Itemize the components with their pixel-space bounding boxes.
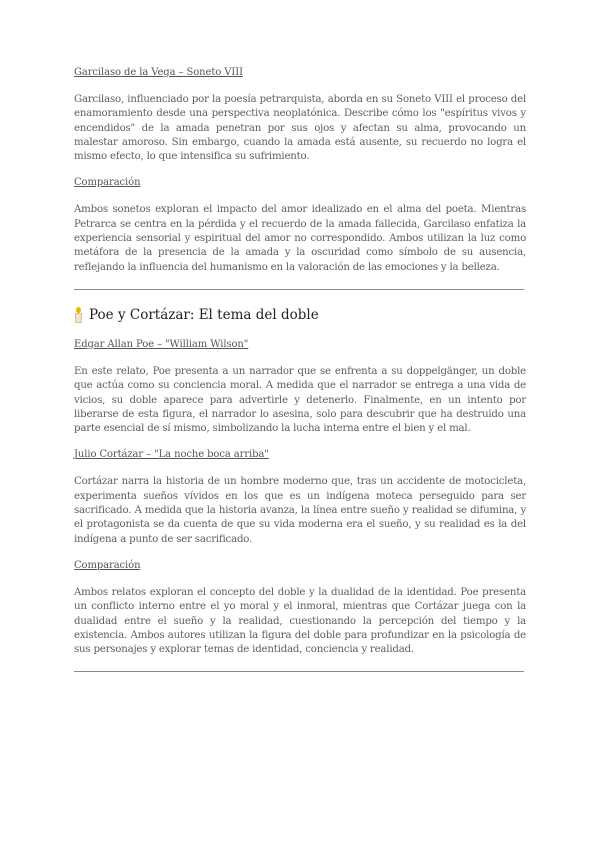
- paragraph-poe: En este relato, Poe presenta a un narrador que se enfrenta a su doppelgänger, un doble que actúa como su conciencia moral. A medida que el narrador se entrega a una vida de vicios, su doble aparece para advertirle y detenerlo. Finalmente, en un intento por liberarse de esta figura, el narrador lo asesina, solo para descubrir que ha destruido una parte esencial de sí mismo, simbolizando la lucha interna entre el bien y el mal.: [74, 365, 526, 435]
- subtitle-poe: Edgar Allan Poe – "William Wilson": [74, 338, 249, 350]
- candle-icon: [74, 307, 83, 323]
- paragraph-cortazar: Cortázar narra la historia de un hombre moderno que, tras un accidente de motocicleta, experimenta sueños vívidos en los que es un indígena moteca perseguido para ser sacrificado. A medida que la historia avanza, la línea entre sueño y realidad se difumina, y el protagonista se da cuenta de que su vida moderna era el sueño, y su realidad es la del indígena a punto de ser sacrificado.: [74, 476, 526, 545]
- divider-2: [74, 671, 524, 672]
- subtitle-cortazar: Julio Cortázar – "La noche boca arriba": [74, 449, 269, 461]
- section-heading-poe-cortazar: [74, 306, 526, 324]
- subtitle-garcilaso: Garcilaso de la Vega – Soneto VIII: [74, 67, 243, 78]
- section-heading-text: Poe y Cortázar: El tema del doble: [89, 306, 319, 323]
- paragraph-comparison-2: Ambos relatos exploran el concepto del doble y la dualidad de la identidad. Poe presenta un conflicto interno entre el yo moral y el inmoral, mientras que Cortázar juega con la dualidad entre el sueño y la realidad, cuestionando la percepción del tiempo y la existencia. Ambos autores utilizan la figura del doble para profundizar en la psicología de sus personajes y explorar temas de identidad, conciencia y realidad.: [74, 586, 526, 656]
- document-page: [74, 66, 526, 684]
- subtitle-comparison-2: Comparación: [74, 559, 141, 571]
- paragraph-garcilaso: Garcilaso, influenciado por la poesía petrarquista, aborda en su Soneto VIII el proceso del enamoramiento desde una perspectiva neoplatónica. Describe cómo los "espíritus vivos y encendidos" de la amada penetran por sus ojos y afectan su alma, provocando un malestar amoroso. Sin embargo, cuando la amada está ausente, su recuerdo no logra el mismo efecto, lo que intensifica su sufrimiento.: [74, 94, 526, 163]
- divider-1: [74, 289, 524, 290]
- subtitle-comparison-1: Comparación: [74, 177, 141, 189]
- paragraph-comparison-1: Ambos sonetos exploran el impacto del amor idealizado en el alma del poeta. Mientras Petrarca se centra en la pérdida y el recuerdo de la amada fallecida, Garcilaso enfatiza la experiencia sensorial y espiritual del amor no correspondido. Ambos utilizan la luz como metáfora de la presencia de la amada y la oscuridad como símbolo de su ausencia, reflejando la influencia del humanismo en la valoración de las emociones y la belleza.: [74, 204, 526, 273]
